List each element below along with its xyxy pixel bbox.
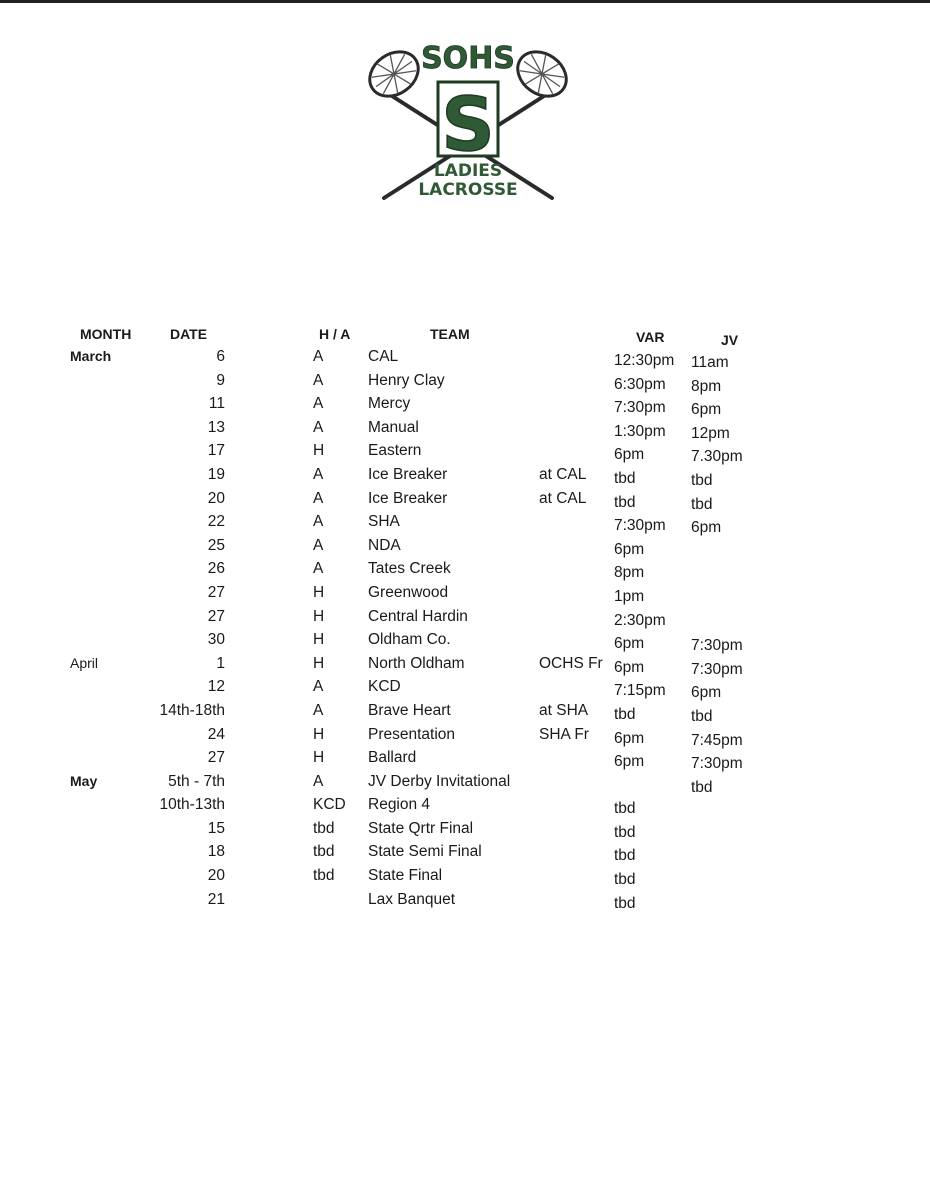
- row-date: 25: [207, 536, 225, 554]
- row-home-away: H: [313, 749, 325, 767]
- row-jv-time: 8pm: [691, 377, 722, 395]
- row-jv-time: tbd: [691, 495, 713, 513]
- row-varsity-time: 6pm: [614, 753, 645, 771]
- row-home-away: A: [313, 395, 324, 413]
- row-date: 11: [208, 395, 225, 413]
- schedule-row: [0, 582, 930, 606]
- row-date: 22: [207, 513, 225, 531]
- row-varsity-time: 1pm: [614, 587, 645, 605]
- row-team: Central Hardin: [368, 607, 468, 625]
- row-team: Greenwood: [368, 583, 449, 601]
- row-home-away: H: [313, 583, 325, 601]
- row-home-away: H: [313, 631, 325, 649]
- row-team: Mercy: [368, 395, 411, 413]
- row-home-away: tbd: [313, 867, 335, 885]
- row-date: 24: [207, 725, 225, 743]
- row-date: 19: [207, 465, 225, 483]
- row-home-away: A: [313, 348, 324, 365]
- schedule-row: [0, 889, 930, 913]
- row-jv-time: 7:30pm: [691, 637, 743, 655]
- sohs-lacrosse-logo: [362, 38, 574, 210]
- row-date: 9: [216, 371, 225, 389]
- row-varsity-time: 6pm: [614, 635, 645, 653]
- header-jv: JV: [721, 332, 739, 348]
- row-jv-time: tbd: [691, 778, 713, 796]
- schedule-row: [0, 370, 930, 394]
- row-team: Manual: [368, 418, 419, 436]
- row-date: 20: [207, 867, 225, 885]
- row-month: March: [70, 348, 112, 364]
- header-month: MONTH: [80, 326, 132, 342]
- row-date: 13: [207, 418, 225, 436]
- row-jv-time: 11am: [691, 354, 729, 371]
- row-jv-time: 7:30pm: [691, 755, 743, 773]
- logo-ladies-text: LADIES: [433, 161, 503, 181]
- schedule-row: [0, 676, 930, 700]
- row-team: Oldham Co.: [368, 631, 451, 649]
- logo-s-letter: S: [441, 82, 495, 168]
- row-date: 15: [207, 819, 225, 837]
- row-team: SHA: [368, 513, 400, 531]
- row-date: 1: [216, 654, 225, 672]
- schedule-row: [0, 346, 930, 370]
- schedule-row: [0, 629, 930, 653]
- row-team: State Semi Final: [368, 843, 482, 861]
- row-home-away: A: [313, 701, 324, 719]
- schedule-row: [0, 700, 930, 724]
- row-varsity-time: tbd: [614, 847, 636, 865]
- row-location: SHA Fr: [539, 725, 589, 743]
- top-border-line: [0, 0, 930, 3]
- row-varsity-time: 1:30pm: [614, 422, 666, 440]
- row-team: Ice Breaker: [368, 465, 448, 483]
- row-home-away: H: [313, 607, 325, 625]
- row-varsity-time: tbd: [614, 823, 636, 841]
- row-home-away: A: [313, 418, 324, 436]
- row-team: KCD: [368, 678, 401, 696]
- row-varsity-time: tbd: [614, 800, 636, 818]
- schedule-row: [0, 488, 930, 512]
- row-date: 21: [207, 890, 225, 908]
- schedule-row: [0, 818, 930, 842]
- row-home-away: H: [313, 442, 325, 460]
- row-varsity-time: 6pm: [614, 446, 645, 464]
- row-team: Brave Heart: [368, 701, 451, 719]
- row-date: 20: [207, 489, 225, 507]
- schedule-row: [0, 440, 930, 464]
- row-date: 17: [207, 442, 225, 460]
- row-date: 27: [207, 607, 225, 625]
- row-varsity-time: tbd: [614, 894, 636, 912]
- row-jv-time: 6pm: [691, 401, 722, 419]
- row-jv-time: 7:45pm: [691, 731, 743, 749]
- row-home-away: KCD: [313, 796, 346, 814]
- row-month: April: [70, 654, 99, 671]
- schedule-row: [0, 558, 930, 582]
- row-team: Tates Creek: [368, 560, 451, 578]
- row-date: 26: [207, 560, 225, 578]
- schedule-row: [0, 417, 930, 441]
- schedule-row: [0, 535, 930, 559]
- row-date: 27: [207, 583, 225, 601]
- header-home-away: H / A: [319, 326, 351, 342]
- row-varsity-time: 6pm: [614, 658, 645, 676]
- row-home-away: A: [313, 678, 324, 696]
- row-jv-time: tbd: [691, 707, 713, 725]
- row-jv-time: 6pm: [691, 684, 722, 702]
- row-varsity-time: tbd: [614, 493, 636, 511]
- schedule-row: [0, 747, 930, 771]
- row-varsity-time: 6:30pm: [614, 375, 666, 393]
- schedule-row: [0, 393, 930, 417]
- row-location: at CAL: [539, 489, 587, 507]
- row-jv-time: tbd: [691, 471, 713, 489]
- row-jv-time: 12pm: [691, 424, 730, 442]
- row-team: Henry Clay: [368, 371, 445, 389]
- row-varsity-time: 12:30pm: [614, 352, 675, 369]
- row-date: 10th-13th: [159, 796, 225, 814]
- row-varsity-time: 2:30pm: [614, 611, 666, 629]
- schedule-row: [0, 464, 930, 488]
- row-home-away: H: [313, 725, 325, 743]
- row-team: Ice Breaker: [368, 489, 448, 507]
- schedule-row: [0, 653, 930, 677]
- row-team: Lax Banquet: [368, 890, 456, 908]
- row-home-away: A: [313, 513, 324, 531]
- row-varsity-time: tbd: [614, 469, 636, 487]
- row-jv-time: 6pm: [691, 519, 722, 537]
- row-location: at SHA: [539, 701, 589, 719]
- row-team: Eastern: [368, 442, 422, 460]
- row-date: 6: [216, 348, 225, 365]
- row-home-away: A: [313, 772, 324, 790]
- row-location: at CAL: [539, 465, 587, 483]
- row-date: 5th - 7th: [168, 772, 225, 790]
- row-varsity-time: 8pm: [614, 564, 645, 582]
- header-team: TEAM: [430, 326, 470, 342]
- schedule-row: [0, 794, 930, 818]
- row-team: North Oldham: [368, 654, 465, 672]
- row-varsity-time: tbd: [614, 871, 636, 889]
- lacrosse-sticks-icon: [362, 38, 574, 210]
- row-home-away: tbd: [313, 819, 335, 837]
- row-home-away: tbd: [313, 843, 335, 861]
- schedule-table: [0, 322, 930, 912]
- schedule-row: [0, 724, 930, 748]
- row-location: OCHS Fr: [539, 654, 603, 672]
- row-date: 12: [207, 678, 225, 696]
- row-date: 30: [207, 631, 225, 649]
- row-team: State Qrtr Final: [368, 819, 474, 837]
- schedule-row: [0, 771, 930, 795]
- row-home-away: A: [313, 371, 324, 389]
- schedule-rows: [0, 346, 930, 912]
- row-varsity-time: tbd: [614, 705, 636, 723]
- row-varsity-time: 7:30pm: [614, 517, 666, 535]
- header-date: DATE: [170, 326, 208, 342]
- row-team: CAL: [368, 348, 399, 365]
- row-varsity-time: 6pm: [614, 729, 645, 747]
- row-varsity-time: 7:30pm: [614, 399, 666, 417]
- row-month: May: [70, 772, 98, 789]
- row-varsity-time: 6pm: [614, 540, 645, 558]
- row-team: JV Derby Invitational: [368, 772, 511, 790]
- logo-lacrosse-text: LACROSSE: [418, 180, 518, 200]
- row-home-away: H: [313, 654, 325, 672]
- schedule-header-row: [0, 322, 930, 346]
- row-jv-time: 7.30pm: [691, 448, 743, 466]
- schedule-row: [0, 606, 930, 630]
- row-varsity-time: 7:15pm: [614, 682, 666, 700]
- row-date: 27: [207, 749, 225, 767]
- row-date: 14th-18th: [159, 701, 225, 719]
- schedule-row: [0, 511, 930, 535]
- logo-sohs-text: SOHS: [421, 41, 515, 76]
- row-team: Presentation: [368, 725, 456, 743]
- row-home-away: A: [313, 489, 324, 507]
- row-team: Ballard: [368, 749, 417, 767]
- row-team: NDA: [368, 536, 401, 554]
- row-team: Region 4: [368, 796, 431, 814]
- row-team: State Final: [368, 867, 443, 885]
- row-home-away: A: [313, 465, 324, 483]
- row-date: 18: [207, 843, 225, 861]
- row-home-away: A: [313, 536, 324, 554]
- row-home-away: A: [313, 560, 324, 578]
- schedule-row: [0, 865, 930, 889]
- header-varsity: VAR: [636, 329, 665, 345]
- schedule-row: [0, 841, 930, 865]
- row-jv-time: 7:30pm: [691, 660, 743, 678]
